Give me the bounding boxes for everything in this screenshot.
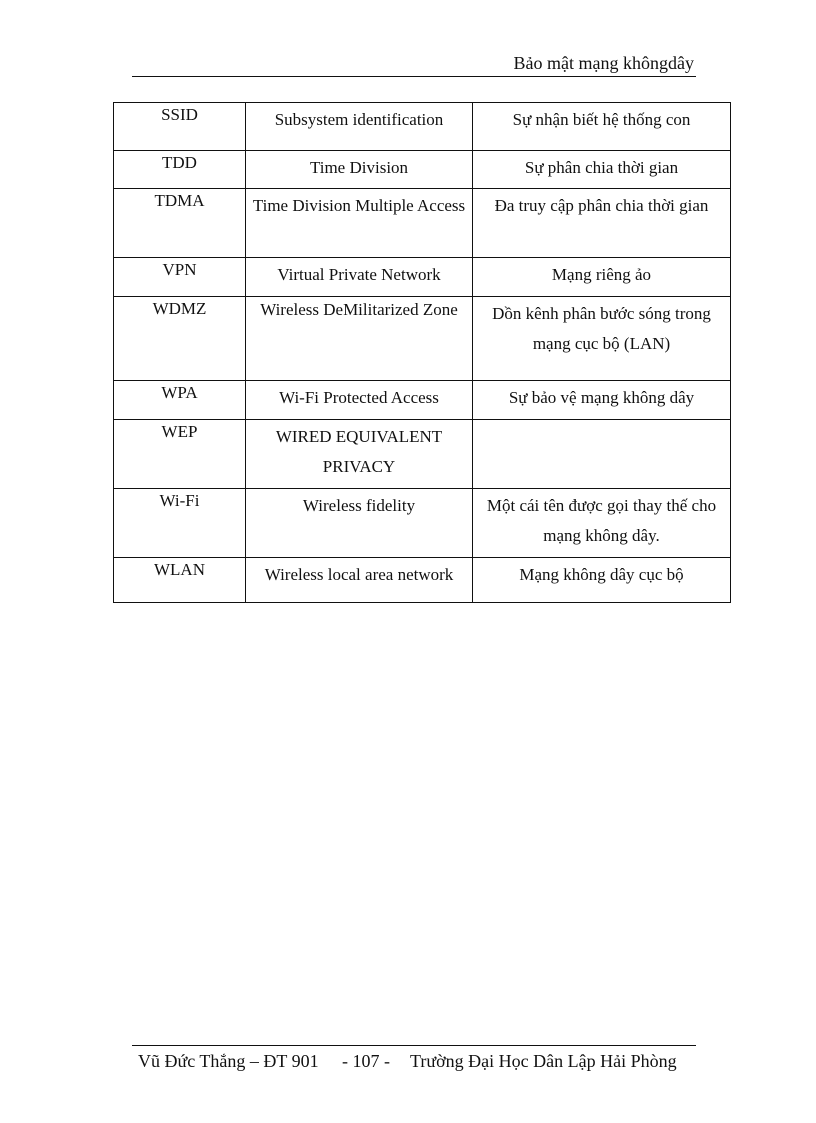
table-row <box>114 103 731 151</box>
term-cell: Time Division <box>246 151 473 189</box>
table-row <box>114 489 731 558</box>
abbreviation-cell: SSID <box>114 103 246 151</box>
term-cell: Time Division Multiple Access <box>246 189 473 258</box>
footer-page-number: - 107 - <box>342 1051 390 1071</box>
abbreviation-cell: WLAN <box>114 558 246 603</box>
abbreviation-cell: TDD <box>114 151 246 189</box>
meaning-cell: Sự nhận biết hệ thống con <box>473 103 731 151</box>
footer-divider <box>132 1045 696 1046</box>
term-cell: Wireless fidelity <box>246 489 473 558</box>
meaning-cell: Dồn kênh phân bước sóng trong mạng cục bộ (LAN) <box>473 297 731 381</box>
page-footer <box>138 1049 694 1073</box>
table-row <box>114 420 731 489</box>
abbreviation-cell: TDMA <box>114 189 246 258</box>
term-cell: Subsystem identification <box>246 103 473 151</box>
table-row <box>114 151 731 189</box>
meaning-cell: Mạng riêng ảo <box>473 258 731 297</box>
table-row <box>114 381 731 420</box>
term-cell: Wireless local area network <box>246 558 473 603</box>
meaning-cell <box>473 420 731 489</box>
meaning-cell: Đa truy cập phân chia thời gian <box>473 189 731 258</box>
meaning-cell: Sự phân chia thời gian <box>473 151 731 189</box>
footer-author: Vũ Đức Thắng – ĐT 901 <box>138 1051 319 1071</box>
abbreviation-table <box>113 102 731 603</box>
abbreviation-cell: WPA <box>114 381 246 420</box>
meaning-cell: Mạng không dây cục bộ <box>473 558 731 603</box>
abbreviation-cell: Wi-Fi <box>114 489 246 558</box>
abbreviation-cell: WEP <box>114 420 246 489</box>
footer-school: Trường Đại Học Dân Lập Hải Phòng <box>410 1051 677 1071</box>
term-cell: Virtual Private Network <box>246 258 473 297</box>
table-row <box>114 297 731 381</box>
table-row <box>114 189 731 258</box>
term-cell: Wireless DeMilitarized Zone <box>246 297 473 381</box>
page-header-title: Bảo mật mạng khôngdây <box>513 53 694 73</box>
meaning-cell: Một cái tên được gọi thay thế cho mạng không dây. <box>473 489 731 558</box>
abbreviation-cell: WDMZ <box>114 297 246 381</box>
table-row <box>114 558 731 603</box>
term-cell: Wi-Fi Protected Access <box>246 381 473 420</box>
term-cell: WIRED EQUIVALENT PRIVACY <box>246 420 473 489</box>
abbreviation-cell: VPN <box>114 258 246 297</box>
meaning-cell: Sự bảo vệ mạng không dây <box>473 381 731 420</box>
table-row <box>114 258 731 297</box>
header-divider <box>132 76 696 77</box>
